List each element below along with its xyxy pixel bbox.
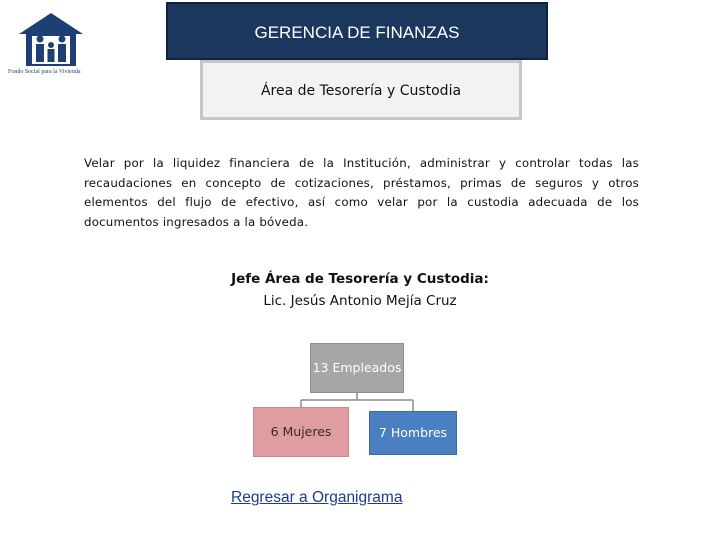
area-description: Velar por la liquidez financiera de la Institución, administrar y controlar todas las recaudaciones en concepto de cotizaciones, préstamos, primas de seguros y otros elementos del flujo de efectivo, así como velar por la custodia adecuada de los documentos ingresados a la bóveda. xyxy=(84,156,639,229)
org-node-women: 6 Mujeres xyxy=(253,407,349,457)
chief-title: Jefe Área de Tesorería y Custodia: xyxy=(231,271,489,287)
org-node-total-employees: 13 Empleados xyxy=(310,343,404,393)
org-node-men: 7 Hombres xyxy=(369,411,457,455)
area-title: Área de Tesorería y Custodia xyxy=(200,60,522,120)
logo-caption: Fondo Social para la Vivienda xyxy=(8,69,81,75)
page-title: GERENCIA DE FINANZAS xyxy=(166,2,548,60)
chief-name: Lic. Jesús Antonio Mejía Cruz xyxy=(263,293,457,309)
back-to-organigram-link[interactable]: Regresar a Organigrama xyxy=(231,489,403,506)
